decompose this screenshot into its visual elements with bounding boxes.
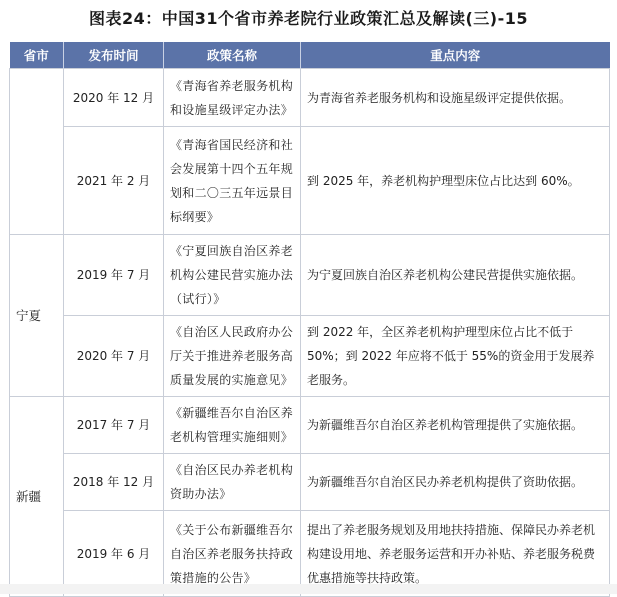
policy-name-cell: 《自治区人民政府办公厅关于推进养老服务高质量发展的实施意见》 [164,316,301,397]
province-cell: 新疆 [10,397,64,597]
header-row [10,42,610,69]
date-cell: 2017 年 7 月 [64,397,164,454]
key-points-cell: 为青海省养老服务机构和设施星级评定提供依据。 [301,69,610,127]
key-points-cell: 提出了养老服务规划及用地扶持措施、保障民办养老机构建设用地、养老服务运营和开办补贴、养老服务税费优惠措施等扶持政策。 [301,511,610,597]
chart-title: 图表24：中国31个省市养老院行业政策汇总及解读(三)-15 [88,9,529,28]
table-row [10,397,610,454]
policy-name-cell: 《青海省国民经济和社会发展第十四个五年规划和二〇三五年远景目标纲要》 [164,127,301,235]
date-cell: 2019 年 6 月 [64,511,164,597]
province-cell: 宁夏 [10,235,64,397]
table-row [10,69,610,127]
header-policy-name: 政策名称 [164,42,301,69]
key-points-cell: 为新疆维吾尔自治区民办养老机构提供了资助依据。 [301,454,610,511]
date-cell: 2020 年 7 月 [64,316,164,397]
date-cell: 2018 年 12 月 [64,454,164,511]
header-key-points: 重点内容 [301,42,610,69]
header-province: 省市 [10,42,64,69]
date-cell: 2021 年 2 月 [64,127,164,235]
date-cell: 2020 年 12 月 [64,69,164,127]
policy-name-cell: 《宁夏回族自治区养老机构公建民营实施办法（试行）》 [164,235,301,316]
table-row [10,454,610,511]
date-cell: 2019 年 7 月 [64,235,164,316]
policy-name-cell: 《关于公布新疆维吾尔自治区养老服务扶持政策措施的公告》 [164,511,301,597]
bottom-edge [0,584,617,594]
key-points-cell: 为新疆维吾尔自治区养老机构管理提供了实施依据。 [301,397,610,454]
policy-name-cell: 《自治区民办养老机构资助办法》 [164,454,301,511]
header-date: 发布时间 [64,42,164,69]
policy-name-cell: 《新疆维吾尔自治区养老机构管理实施细则》 [164,397,301,454]
table-row [10,127,610,235]
key-points-cell: 到 2025 年，养老机构护理型床位占比达到 60%。 [301,127,610,235]
table-row [10,235,610,316]
policy-table [9,42,610,597]
table-row [10,316,610,397]
key-points-cell: 到 2022 年，全区养老机构护理型床位占比不低于 50%；到 2022 年应将不低于 55%的资金用于发展养老服务。 [301,316,610,397]
province-cell [10,69,64,235]
key-points-cell: 为宁夏回族自治区养老机构公建民营提供实施依据。 [301,235,610,316]
policy-name-cell: 《青海省养老服务机构和设施星级评定办法》 [164,69,301,127]
